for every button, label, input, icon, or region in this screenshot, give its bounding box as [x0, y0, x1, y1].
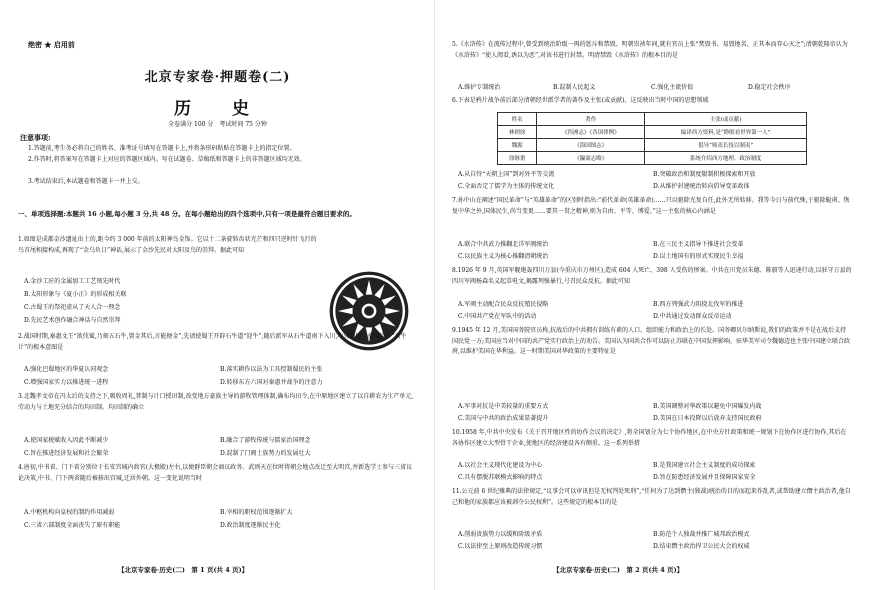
- q1-option-d: D.先民艺术创作融合神话与自然崇拜: [24, 317, 121, 324]
- q2-option-b: B.落实耕作以法为工具控制蜀民的主张: [220, 366, 323, 373]
- q11-option-b: B.防范个人独裁并推广城邦政治模式: [653, 531, 750, 538]
- q8-option-a: A.军阀主动配合民众反抗殖民侵略: [458, 301, 549, 308]
- page-footer-left: 【北京专家卷·历史(二) 第 1 页(共 4 页)】: [118, 566, 249, 574]
- table-cell: 编译西方资料,是“睁眼看世界第一人”: [645, 126, 807, 139]
- question-2-stem: 2.战国时期,秦惠文王“欲伐蜀,乃刻五石牛,置金其后,言能便金”,先请使蜀王开辟石牛道“迎牛”,随后派军从石牛道南下入川,攻灭蜀国。秦国设计“石牛计”的根本意图是: [18, 333, 407, 351]
- page-footer-right: 【北京专家卷·历史(二) 第 2 页(共 4 页)】: [553, 566, 684, 574]
- q3-option-b: B.融合了游牧传统与儒家治国理念: [220, 437, 311, 444]
- q4-option-a: A.中枢机构向皇权的制约作用减弱: [24, 509, 115, 516]
- exam-info: 全卷满分 100 分 考试时间 75 分钟: [168, 121, 267, 128]
- q6-option-d: D.从维护封建统治转向倡导变革政体: [653, 183, 750, 190]
- q1-option-c: C.古蜀王的祭祀虚从了天人合一理念: [24, 304, 121, 311]
- question-6-stem: 6.下表是鸦片战争前后部分清朝经世派学者的著作及主张(或贡献)。这反映出当时中国的思想领域: [452, 97, 709, 104]
- section-heading: 一、单项选择题:本题共 16 小题,每小题 3 分,共 48 分。在每小题给出的四个选项中,只有一项是最符合题目要求的。: [18, 210, 356, 218]
- notes-heading: 注意事项:: [20, 133, 51, 142]
- question-1-stem: 1.如图是成都金沙遗址出土的,距今约 3 000 年前的太阳神鸟金饰。它以十二条旋转齿状光芒和四只逆时针飞行的鸟首尾相接构成,再现了“金乌负日”神话,展示了金沙先民对太阳及鸟的崇拜。据此可知: [18, 236, 317, 254]
- question-9-stem: 9.1945 年 12 月,美国国务院官员称,抗战后的中共拥有训练有素的人口、组织能力和政治上的长处。国务卿贝尔纳斯说,我们的政策并不是在战后支持国民党一方;美国应当对中国的共产党实行政治上的劝告。美国认为国共合作可以防止苏联在中国发挥影响。驻华美军司令魏德迈也主张中国建立联合政府,以维护美国在华利益。这一时期美国对华政策的主要特征是: [452, 327, 851, 356]
- q10-option-a: A.以社会主义现代化建设为中心: [458, 462, 543, 469]
- question-11-stem: 11.公元前 6 世纪雅典的法律规定,“议事会可以审讯但是无权判处死刑”,“任何为了达到僭主(独裁)统治的目的而起来作乱者,或帮助建立僭主政治者,他自己和他的家族都应该被剥夺公民权利”。这些规定的根本目的是: [452, 488, 851, 506]
- q5-option-d: D.稳定社会秩序: [748, 84, 791, 91]
- q7-option-c: C.以民族主义为核心推翻清朝统治: [458, 253, 549, 260]
- table-cell: 系统介绍西方地理、政治制度: [645, 152, 807, 165]
- q7-option-b: B.在三民主义指导下推进社会变革: [653, 241, 744, 248]
- q5-option-b: B.混制人民起义: [553, 84, 596, 91]
- q9-option-d: D.美国在日本投降以后放弃支持国民政府: [653, 415, 762, 422]
- q10-option-d: D.旨在防患经济发展并且保障国家安全: [653, 474, 756, 481]
- table-header: 著作: [537, 113, 645, 126]
- scholars-table: [497, 112, 807, 165]
- q11-option-a: A.削弱贵族势力以缓和阶级矛盾: [458, 531, 543, 538]
- table-row: [498, 152, 807, 165]
- q5-option-a: A.维护专制统治: [458, 84, 501, 91]
- question-8-stem: 8.1926 年 9 月,英国军舰炮轰四川万县(今重庆市万州区),造成 604 人死亡、398 人受伤的惨案。中共在川党员朱德、陈毅等人迅速行动,以驻守万县的四川军阀杨森名义起草电文,揭露列强暴行,号召民众反抗。据此可知: [452, 267, 852, 285]
- q10-option-b: B.是我国建立社会主义制度的成功探索: [653, 462, 756, 469]
- q9-option-a: A.军事对抗是中美较量的重要方式: [458, 403, 549, 410]
- table-cell: 《四洲志》《各国律例》: [537, 126, 645, 139]
- q3-option-c: C.旨在推进经济发展和社会繁荣: [24, 450, 109, 457]
- note-item: 1.答题前,考生务必将自己的姓名、准考证号填写在答题卡上,并将条形码粘贴在答题卡上的指定位置。: [28, 145, 296, 152]
- q2-option-c: C.增强国家实力以推进统一进程: [24, 379, 109, 386]
- note-item: 3.考试结束后,本试题卷和答题卡一并上交。: [28, 178, 144, 185]
- q8-option-d: D.中共通过发动群众反帝运动: [653, 313, 732, 320]
- q2-option-d: D.转移东方六国对秦惠并战争的注意力: [220, 379, 323, 386]
- q6-option-b: B.突破政治和制度限制积极探索和开放: [653, 171, 756, 178]
- table-row: [498, 139, 807, 152]
- q11-option-d: D.结束僭主政治捍卫公民大会的权威: [653, 543, 750, 550]
- q9-option-c: C.美国与中共的政治成果显著提升: [458, 415, 549, 422]
- q5-option-c: C.强化主流价值: [651, 84, 694, 91]
- q4-option-b: B.宰相的职权范围逐渐扩大: [220, 509, 293, 516]
- question-5-stem: 5.《水浒传》在流传过程中,曾受到统治阶级一再的惩斥和禁毁。明朝崇祯年间,就有官员上张“焚毁书、易毁地名、正其本而存心灭之”;清朝乾隆帝认为《水浒传》“使人阅看,诱以为恶”,对该书进行封禁。明清禁毁《水浒传》的根本目的是: [452, 41, 848, 59]
- q1-option-b: B.太阳形象与《夏小正》的形成相关联: [24, 291, 127, 298]
- question-10-stem: 10.1958 年,中共中央发布《关于召开地区性的协作会议的决定》,将全国划分为七个协作地区,在中央方针政策和统一规划下在协作区进行协作,其后在各协作区建立大型骨干企业,使地区的经济建设各有侧重。这一系列举措: [452, 429, 847, 447]
- table-header: 姓名: [498, 113, 537, 126]
- q3-option-d: D.混制了门阀士族势力的发展壮大: [220, 450, 311, 457]
- confidential-mark: 绝密 ★ 启用前: [28, 40, 75, 49]
- q11-option-c: C.以法律至上原则改造传统习惯: [458, 543, 543, 550]
- q7-option-d: D.以土地国有的形式实现民生幸福: [653, 253, 744, 260]
- table-cell: 《海国图志》: [537, 139, 645, 152]
- table-row: [498, 126, 807, 139]
- q8-option-c: C.中国共产党在军队中的活动: [458, 313, 537, 320]
- q4-option-c: C.三省六部制度全面丧失了原有职能: [24, 522, 121, 529]
- q6-option-a: A.从自恃“天朝上国”到对外平等交流: [458, 171, 555, 178]
- q9-option-b: B.美国调整对华政策以避免中国爆发内战: [653, 403, 762, 410]
- q8-option-b: B.西方列强武力阻挠北伐军的推进: [653, 301, 744, 308]
- question-4-stem: 4.唐初,中书省、门下省分别位于长安宫城内政官(大极殿)左右,以便群臣朝会商议政务。武则天在位时将朝会地点改迁至大明宫,并新选学士参与三省议论决策,中书、门下两省随后被移出宫城,迁居外朝。这一变化说明当时: [18, 464, 413, 482]
- table-cell: 《瀛寰志略》: [537, 152, 645, 165]
- table-header: 主张(或贡献): [645, 113, 807, 126]
- table-cell: 魏源: [498, 139, 537, 152]
- table-cell: 林则徐: [498, 126, 537, 139]
- q6-option-c: C.全面否定了儒学为主体的传统文化: [458, 183, 555, 190]
- question-7-stem: 7.孙中山在阐述“国民革命”与“英雄革命”的区别时指出:“前代革命(英雄革命)……只以驱除光复自任,此外无所转移。我等今日与前代殊,于驱除鞑虏、恢复中华之外,国体民生,尚当变更……要其一贯之精神,则为自由、平等、博爱。”这一主张的核心内涵是: [452, 197, 850, 215]
- q7-option-a: A.联合中共武力推翻北洋军阀统治: [458, 241, 549, 248]
- exam-title: 北京专家卷·押题卷(二): [144, 70, 291, 85]
- note-item: 2.作答时,将答案写在答题卡上对应的答题区域内。写在试题卷、草稿纸和答题卡上的非答题区域均无效。: [28, 156, 306, 163]
- subject-title: 历 史: [174, 99, 261, 119]
- q2-option-a: A.强化巴蜀地区的华夏认同观念: [24, 366, 109, 373]
- q10-option-c: C.具有摆脱苏联模式影响的特点: [458, 474, 543, 481]
- q4-option-d: D.政治制度逐渐民主化: [220, 522, 281, 529]
- table-header-row: [498, 113, 807, 126]
- q1-option-a: A.金沙工匠的金属加工工艺领先时代: [24, 278, 121, 285]
- table-cell: 倡导“师夷长技以制夷”: [645, 139, 807, 152]
- q3-option-a: A.使国家税赋收入因此不断减少: [24, 437, 109, 444]
- table-cell: 徐继畬: [498, 152, 537, 165]
- question-3-stem: 3.北魏孝文帝在冯太后的支持之下,吸收周礼,普制与计口授田制,改变地方豪族主导的游牧管理体制,确布均田令,在中原地区建立了以自耕农为生产单元,劳动力与土地充分结合的均田制。均田制的确立: [18, 393, 414, 411]
